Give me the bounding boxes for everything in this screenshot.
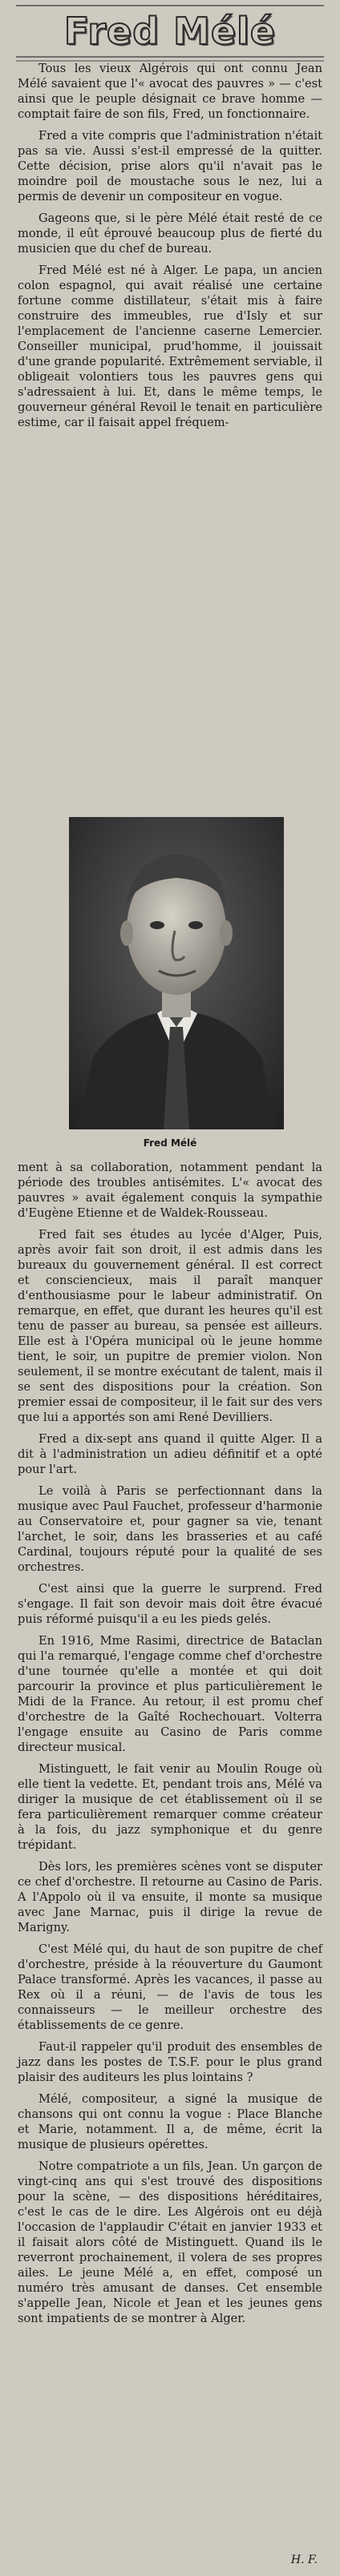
body-paragraph: ment à sa collaboration, notamment pendant la période des troubles antisémites. L'« avocat des pauvres » avait également conquis la sympathie d'Eugène Etienne et de Waldek-Rousseau. [18,1161,322,1220]
intro-paragraph: Tous les vieux Algérois qui ont connu Jean Mélé savaient que l'« avocat des pauvres » — c'est ainsi que le peuple désignait ce brave homme — comptait faire de son fils, Fred, un fonctionnaire. [18,62,322,121]
photo-caption: Fred Mélé [143,1137,197,1149]
body-paragraph: Faut-il rappeler qu'il produit des ensembles de jazz dans les postes de T.S.F. pour le plus grand plaisir des auditeurs les plus lointains ? [18,2040,322,2084]
body-paragraph: Fred a dix-sept ans quand il quitte Alger. Il a dit à l'administration un adieu définitif et a opté pour l'art. [18,1432,322,1476]
body-paragraph: Le voilà à Paris se perfectionnant dans la musique avec Paul Fauchet, professeur d'harmonie au Conservatoire et, pour gagner sa vie, tenant l'archet, le soir, dans les brasseries et au café Cardinal, toujours réputé pour la qualité de ses orchestres. [18,1484,322,1574]
intro-paragraph: Gageons que, si le père Mélé était resté de ce monde, il eût éprouvé beaucoup plus de fierté du musicien que du chef de bureau. [18,211,322,256]
body-paragraph: En 1916, Mme Rasimi, directrice de Bataclan qui l'a remarqué, l'engage comme chef d'orchestre d'une tournée qu'elle a montée et qui doit parcourir la province et plus particulièrement le Midi de la France. Au retour, il est promu chef d'orchestre de la Gaîté Rochechouart. Volterra l'engage ensuite au Casino de Paris comme directeur musical. [18,1634,322,1754]
intro-column [18,61,322,437]
body-paragraph: Dès lors, les premières scènes vont se disputer ce chef d'orchestre. Il retourne au Casino de Paris. A l'Appolo où il va ensuite, il monte sa musique avec Jane Marnac, puis il dirige la revue de Marigny. [18,1860,322,1934]
body-column [18,1160,322,2332]
article-title: Fred Mélé [63,10,277,53]
body-paragraph: Fred fait ses études au lycée d'Alger, Puis, après avoir fait son droit, il est admis dans les bureaux du gouvernement général. Il est correct et consciencieux, mais il paraît manquer d'enthousiasme pour le labeur administratif. On remarque, en effet, que durant les heures qu'il est tenu de passer au bureau, sa pensée est ailleurs. Elle est à l'Opéra municipal où le jeune homme tient, le soir, un pupitre de premier violon. Non seulement, il se montre exécutant de talent, mais il se sent des dispositions pour la création. Son premier essai de compositeur, il le fait sur des vers que lui a apportés son ami René Devilliers. [18,1228,322,1424]
title-banner [16,5,324,58]
intro-paragraph: Fred a vite compris que l'administration n'était pas sa vie. Aussi s'est-il empressé de la quitter. Cette décision, prise alors qu'il n'avait pas le moindre poil de moustache sous le nez, lui a permis de devenir un compositeur en vogue. [18,129,322,203]
author-signature: H. F. [290,2554,318,2566]
body-paragraph: C'est ainsi que la guerre le surprend. Fred s'engage. Il fait son devoir mais doit être évacué puis réformé puisqu'il a eu les pieds gelés. [18,1582,322,1626]
body-paragraph: C'est Mélé qui, du haut de son pupitre de chef d'orchestre, préside à la réouverture du Gaumont Palace transformé. Après les vacances, il passe au Rex où il a réuni, — de l'avis de tous les connaisseurs — le meilleur orchestre des établissements de ce genre. [18,1942,322,2032]
body-paragraph: Mélé, compositeur, a signé la musique de chansons qui ont connu la vogue : Place Blanche et Marie, notamment. Il a, de même, écrit la musique de plusieurs opérettes. [18,2092,322,2151]
portrait-illustration [69,817,284,1129]
body-paragraph: Notre compatriote a un fils, Jean. Un garçon de vingt-cinq ans qui s'est trouvé des dispositions pour la scène, — des dispositions héréditaires, c'est le cas de le dire. Les Algérois ont eu déjà l'occasion de l'applaudir C'était en janvier 1933 et il faisait alors côté de Mistinguett. Quand ils le reverront prochainement, il volera de ses propres ailes. Le jeune Mélé a, en effet, composé un numéro très amusant de danses. Cet ensemble s'appelle Jean, Nicole et Jean et les jeunes gens sont impatients de se montrer à Alger. [18,2159,322,2325]
intro-paragraph: Fred Mélé est né à Alger. Le papa, un ancien colon espagnol, qui avait réalisé une certaine fortune comme distillateur, s'était mis à faire construire des immeubles, rue d'Isly et sur l'emplacement de l'ancienne caserne Lemercier. Conseiller municipal, prud'homme, il jouissait d'une grande popularité. Extrêmement serviable, il obligeait volontiers tous les pauvres gens qui s'adressaient à lui. Et, dans le même temps, le gouverneur général Revoil le tenait en particulière estime, car il faisait appel fréquem- [18,264,322,429]
body-paragraph: Mistinguett, le fait venir au Moulin Rouge où elle tient la vedette. Et, pendant trois ans, Mélé va diriger la musique de cet établissement où il se fera particulièrement remarquer comme créateur à la fois, du jazz symphonique et du genre trépidant. [18,1762,322,1852]
portrait-photo [69,817,284,1129]
